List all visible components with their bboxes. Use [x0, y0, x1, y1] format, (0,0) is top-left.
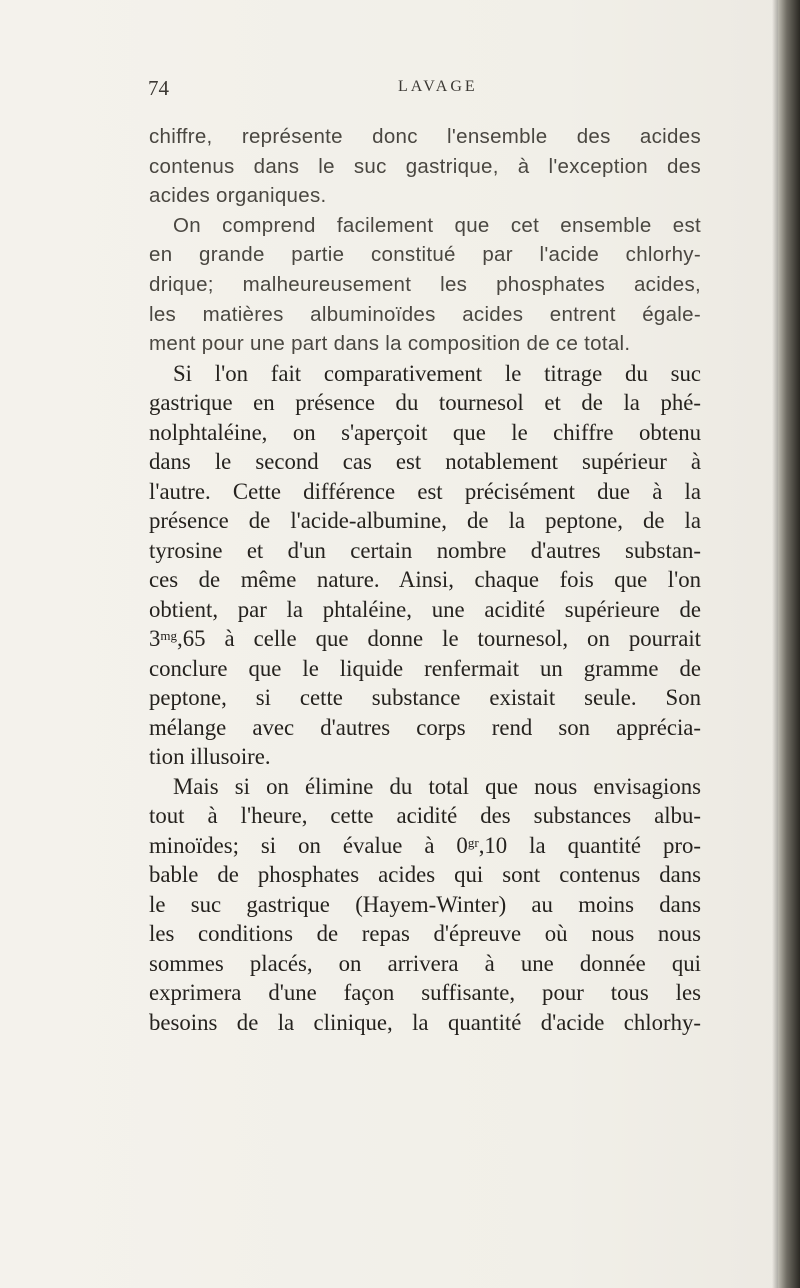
unit-superscript: gr [467, 834, 479, 850]
text-line: Mais si on élimine du total que nous envisagions [173, 773, 701, 799]
text-fragment: 3 [149, 626, 161, 652]
text-line: besoins de la clinique, la quantité d'acide chlorhy- [149, 1009, 701, 1035]
text-fragment: ,10 la quantité pro- [478, 832, 701, 858]
text-line: tion illusoire. [149, 744, 271, 770]
text-line: chiffre, représente donc l'ensemble des acides [149, 125, 701, 148]
text-line [149, 624, 701, 654]
text-line: peptone, si cette substance existait seule. Son [149, 685, 701, 711]
body-text [149, 122, 701, 1037]
text-line: tout à l'heure, cette acidité des substances albu- [149, 803, 701, 829]
text-line: le suc gastrique (Hayem-Winter) au moins dans [149, 891, 701, 917]
text-line: bable de phosphates acides qui sont contenus dans [149, 862, 701, 888]
text-line: nolphtaléine, on s'aperçoit que le chiffre obtenu [149, 419, 701, 445]
text-line: les matières albuminoïdes acides entrent égale- [149, 302, 701, 326]
text-line: dans le second cas est notablement supérieur à [149, 449, 701, 475]
text-fragment: minoïdes; si on évalue à 0 [149, 832, 468, 858]
text-line: les conditions de repas d'épreuve où nous nous [149, 921, 701, 947]
text-line: gastrique en présence du tournesol et de la phé- [149, 390, 701, 416]
unit-superscript: mg [160, 628, 178, 644]
text-line: sommes placés, on arrivera à une donnée qui [149, 950, 701, 976]
text-line: l'autre. Cette différence est précisément due à la [149, 478, 701, 504]
text-line: contenus dans le suc gastrique, à l'exception des [149, 154, 701, 178]
main-print-section [149, 359, 701, 1038]
small-print-section [149, 122, 701, 359]
text-line: obtient, par la phtaléine, une acidité supérieure de [149, 596, 701, 622]
text-line: en grande partie constitué par l'acide chlorhy- [149, 243, 701, 267]
text-fragment: ,65 à celle que donne le tournesol, on pourrait [177, 626, 701, 652]
text-line: mélange avec d'autres corps rend son apprécia- [149, 714, 701, 740]
text-line: Si l'on fait comparativement le titrage du suc [173, 360, 701, 386]
page-number: 74 [148, 76, 169, 100]
text-line: conclure que le liquide renfermait un gramme de [149, 655, 701, 681]
text-line: tyrosine et d'un certain nombre d'autres substan- [149, 537, 701, 563]
text-line: drique; malheureusement les phosphates acides, [149, 272, 701, 296]
page-edge-shadow [778, 0, 800, 1288]
page-header [148, 76, 688, 100]
text-line: exprimera d'une façon suffisante, pour tous les [149, 980, 701, 1006]
text-line: On comprend facilement que cet ensemble est [173, 213, 701, 237]
text-line: ment pour une part dans la composition de ce total. [149, 332, 631, 356]
text-line: présence de l'acide-albumine, de la peptone, de la [149, 508, 701, 534]
running-title: LAVAGE [398, 78, 478, 95]
text-line: acides organiques. [149, 184, 327, 208]
text-line [149, 831, 701, 861]
text-line: ces de même nature. Ainsi, chaque fois que l'on [149, 567, 701, 593]
